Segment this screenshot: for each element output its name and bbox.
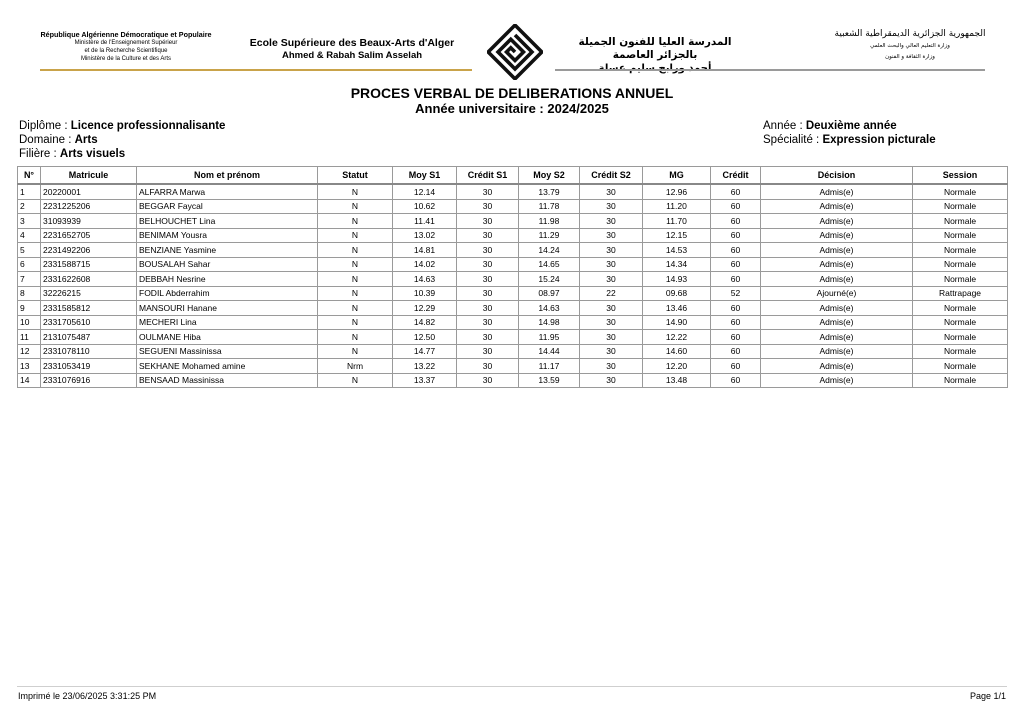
table-row — [18, 373, 1008, 388]
cell-mg: 14.60 — [643, 344, 711, 359]
cell-num: 11 — [18, 330, 41, 345]
domaine-label: Domaine : — [19, 134, 72, 146]
school-logo-icon — [487, 24, 543, 80]
col-header-statut: Statut — [318, 167, 393, 185]
table-row — [18, 199, 1008, 214]
header-rule-left — [40, 69, 472, 71]
cell-mg: 09.68 — [643, 286, 711, 301]
table-header-row — [18, 167, 1008, 185]
cell-matricule: 2231225206 — [41, 199, 137, 214]
cell-decision: Admis(e) — [761, 301, 913, 316]
cell-matricule: 2231492206 — [41, 243, 137, 258]
cell-moy-s1: 12.14 — [393, 184, 457, 199]
cell-credit-s2: 30 — [580, 257, 643, 272]
cell-credit: 60 — [711, 214, 761, 229]
cell-credit-s2: 30 — [580, 330, 643, 345]
cell-moy-s2: 11.98 — [519, 214, 580, 229]
cell-statut: N — [318, 344, 393, 359]
cell-moy-s1: 13.37 — [393, 373, 457, 388]
cell-decision: Ajourné(e) — [761, 286, 913, 301]
cell-decision: Admis(e) — [761, 359, 913, 374]
cell-moy-s1: 14.77 — [393, 344, 457, 359]
table-row — [18, 359, 1008, 374]
cell-statut: N — [318, 330, 393, 345]
cell-name: BELHOUCHET Lina — [137, 214, 318, 229]
cell-moy-s1: 14.63 — [393, 272, 457, 287]
cell-moy-s2: 08.97 — [519, 286, 580, 301]
cell-mg: 13.48 — [643, 373, 711, 388]
page-number: Page 1/1 — [969, 691, 1006, 701]
cell-mg: 11.70 — [643, 214, 711, 229]
cell-matricule: 2331588715 — [41, 257, 137, 272]
cell-moy-s1: 14.81 — [393, 243, 457, 258]
cell-num: 4 — [18, 228, 41, 243]
cell-credit-s1: 30 — [457, 373, 519, 388]
school-name-fr: Ecole Supérieure des Beaux-Arts d'Alger — [249, 37, 455, 49]
cell-moy-s1: 13.22 — [393, 359, 457, 374]
cell-matricule: 2331053419 — [41, 359, 137, 374]
cell-matricule: 2331585812 — [41, 301, 137, 316]
ministry-research-fr: et de la Recherche Scientifique — [84, 48, 168, 54]
ministry-culture-fr: Ministère de la Culture et des Arts — [80, 56, 172, 62]
cell-name: BENSAAD Massinissa — [137, 373, 318, 388]
cell-credit-s1: 30 — [457, 344, 519, 359]
cell-moy-s1: 11.41 — [393, 214, 457, 229]
col-header-credit: Crédit — [711, 167, 761, 185]
cell-moy-s1: 14.02 — [393, 257, 457, 272]
cell-credit-s1: 30 — [457, 315, 519, 330]
cell-statut: N — [318, 184, 393, 199]
cell-mg: 14.53 — [643, 243, 711, 258]
cell-decision: Admis(e) — [761, 184, 913, 199]
cell-credit-s1: 30 — [457, 272, 519, 287]
cell-credit-s2: 30 — [580, 214, 643, 229]
cell-mg: 12.20 — [643, 359, 711, 374]
cell-statut: N — [318, 272, 393, 287]
cell-name: ALFARRA Marwa — [137, 184, 318, 199]
table-row — [18, 330, 1008, 345]
header-left-block — [26, 30, 226, 63]
cell-credit: 60 — [711, 243, 761, 258]
header-right-block — [820, 28, 1000, 63]
cell-mg: 12.15 — [643, 228, 711, 243]
printed-timestamp: Imprimé le 23/06/2025 3:31:25 PM — [18, 691, 157, 701]
cell-moy-s1: 12.50 — [393, 330, 457, 345]
cell-session: Normale — [913, 272, 1008, 287]
cell-session: Normale — [913, 199, 1008, 214]
cell-name: SEGUENI Massinissa — [137, 344, 318, 359]
cell-decision: Admis(e) — [761, 228, 913, 243]
cell-moy-s2: 14.65 — [519, 257, 580, 272]
cell-credit: 60 — [711, 257, 761, 272]
cell-credit-s2: 22 — [580, 286, 643, 301]
deliberation-table — [17, 166, 1008, 388]
cell-session: Normale — [913, 184, 1008, 199]
cell-credit-s2: 30 — [580, 272, 643, 287]
cell-credit-s1: 30 — [457, 228, 519, 243]
cell-session: Normale — [913, 344, 1008, 359]
cell-credit-s1: 30 — [457, 286, 519, 301]
table-row — [18, 243, 1008, 258]
cell-session: Normale — [913, 214, 1008, 229]
cell-decision: Admis(e) — [761, 199, 913, 214]
meta-diplome — [19, 119, 225, 133]
cell-matricule: 2331078110 — [41, 344, 137, 359]
cell-credit-s2: 30 — [580, 301, 643, 316]
cell-name: BENIMAM Yousra — [137, 228, 318, 243]
cell-credit: 60 — [711, 315, 761, 330]
cell-matricule: 2331622608 — [41, 272, 137, 287]
cell-moy-s2: 14.24 — [519, 243, 580, 258]
cell-num: 10 — [18, 315, 41, 330]
cell-credit-s1: 30 — [457, 199, 519, 214]
cell-statut: N — [318, 214, 393, 229]
col-header-moy-s2: Moy S2 — [519, 167, 580, 185]
cell-decision: Admis(e) — [761, 214, 913, 229]
cell-matricule: 31093939 — [41, 214, 137, 229]
filiere-label: Filière : — [19, 148, 57, 160]
cell-mg: 14.34 — [643, 257, 711, 272]
cell-credit: 60 — [711, 344, 761, 359]
cell-matricule: 2131075487 — [41, 330, 137, 345]
cell-num: 3 — [18, 214, 41, 229]
cell-name: MECHERI Lina — [137, 315, 318, 330]
republic-name-fr: République Algérienne Démocratique et Populaire — [40, 30, 212, 39]
school-subname-fr: Ahmed & Rabah Salim Asselah — [281, 50, 423, 61]
cell-session: Normale — [913, 301, 1008, 316]
cell-statut: N — [318, 243, 393, 258]
cell-decision: Admis(e) — [761, 330, 913, 345]
cell-session: Normale — [913, 373, 1008, 388]
ministry-higher-education-fr: Ministère de l'Enseignement Supérieur — [74, 40, 178, 46]
cell-statut: N — [318, 315, 393, 330]
cell-mg: 12.96 — [643, 184, 711, 199]
table-row — [18, 214, 1008, 229]
cell-num: 2 — [18, 199, 41, 214]
cell-name: FODIL Abderrahim — [137, 286, 318, 301]
cell-credit-s2: 30 — [580, 373, 643, 388]
cell-moy-s2: 11.17 — [519, 359, 580, 374]
cell-moy-s1: 10.39 — [393, 286, 457, 301]
col-header-matricule: Matricule — [41, 167, 137, 185]
cell-moy-s1: 14.82 — [393, 315, 457, 330]
cell-matricule: 20220001 — [41, 184, 137, 199]
col-header-decision: Décision — [761, 167, 913, 185]
school-name-fr-block — [232, 37, 472, 62]
cell-decision: Admis(e) — [761, 315, 913, 330]
cell-name: BEGGAR Faycal — [137, 199, 318, 214]
cell-num: 1 — [18, 184, 41, 199]
cell-name: SEKHANE Mohamed amine — [137, 359, 318, 374]
table-row — [18, 257, 1008, 272]
cell-credit-s2: 30 — [580, 184, 643, 199]
cell-name: BOUSALAH Sahar — [137, 257, 318, 272]
cell-statut: Nrm — [318, 359, 393, 374]
cell-moy-s1: 13.02 — [393, 228, 457, 243]
cell-mg: 11.20 — [643, 199, 711, 214]
cell-decision: Admis(e) — [761, 243, 913, 258]
cell-num: 12 — [18, 344, 41, 359]
filiere-value: Arts visuels — [59, 148, 126, 160]
col-header-moy-s1: Moy S1 — [393, 167, 457, 185]
cell-matricule: 32226215 — [41, 286, 137, 301]
col-header-credit-s2: Crédit S2 — [580, 167, 643, 185]
table-row — [18, 301, 1008, 316]
cell-matricule: 2331705610 — [41, 315, 137, 330]
cell-credit-s1: 30 — [457, 330, 519, 345]
table-row — [18, 286, 1008, 301]
cell-credit: 52 — [711, 286, 761, 301]
cell-credit: 60 — [711, 359, 761, 374]
cell-credit-s2: 30 — [580, 315, 643, 330]
cell-moy-s2: 15.24 — [519, 272, 580, 287]
cell-statut: N — [318, 228, 393, 243]
meta-domaine — [19, 133, 98, 147]
cell-moy-s2: 14.98 — [519, 315, 580, 330]
cell-credit-s1: 30 — [457, 257, 519, 272]
cell-session: Normale — [913, 243, 1008, 258]
cell-session: Normale — [913, 315, 1008, 330]
table-row — [18, 344, 1008, 359]
cell-decision: Admis(e) — [761, 344, 913, 359]
cell-credit-s2: 30 — [580, 359, 643, 374]
table-row — [18, 184, 1008, 199]
header-rule-right — [555, 69, 985, 71]
ministry-culture-ar: وزارة الثقافة و الفنون — [885, 54, 935, 60]
col-header-credit-s1: Crédit S1 — [457, 167, 519, 185]
cell-moy-s2: 14.44 — [519, 344, 580, 359]
cell-num: 14 — [18, 373, 41, 388]
annee-value: Deuxième année — [805, 120, 897, 132]
cell-mg: 14.90 — [643, 315, 711, 330]
cell-matricule: 2231652705 — [41, 228, 137, 243]
cell-credit-s1: 30 — [457, 184, 519, 199]
cell-credit: 60 — [711, 330, 761, 345]
cell-moy-s2: 11.95 — [519, 330, 580, 345]
cell-session: Normale — [913, 330, 1008, 345]
cell-credit-s1: 30 — [457, 359, 519, 374]
cell-num: 6 — [18, 257, 41, 272]
cell-credit: 60 — [711, 301, 761, 316]
annee-label: Année : — [763, 120, 803, 132]
cell-moy-s2: 13.59 — [519, 373, 580, 388]
cell-mg: 14.93 — [643, 272, 711, 287]
republic-name-ar: الجمهورية الجزائرية الديمقراطية الشعبية — [834, 29, 986, 39]
cell-decision: Admis(e) — [761, 272, 913, 287]
cell-statut: N — [318, 373, 393, 388]
cell-credit-s2: 30 — [580, 228, 643, 243]
cell-decision: Admis(e) — [761, 257, 913, 272]
cell-statut: N — [318, 301, 393, 316]
cell-credit: 60 — [711, 184, 761, 199]
cell-credit-s2: 30 — [580, 243, 643, 258]
cell-num: 7 — [18, 272, 41, 287]
cell-name: DEBBAH Nesrine — [137, 272, 318, 287]
cell-credit: 60 — [711, 272, 761, 287]
table-row — [18, 272, 1008, 287]
cell-moy-s2: 11.29 — [519, 228, 580, 243]
cell-matricule: 2331076916 — [41, 373, 137, 388]
specialite-value: Expression picturale — [822, 134, 936, 146]
cell-credit: 60 — [711, 199, 761, 214]
col-header-session: Session — [913, 167, 1008, 185]
cell-mg: 13.46 — [643, 301, 711, 316]
school-name-ar: المدرسة العليا للفنون الجميلة بالجزائر العاصمة — [578, 36, 732, 61]
cell-credit: 60 — [711, 373, 761, 388]
cell-session: Normale — [913, 257, 1008, 272]
cell-statut: N — [318, 286, 393, 301]
cell-credit-s1: 30 — [457, 301, 519, 316]
cell-credit: 60 — [711, 228, 761, 243]
col-header-mg: MG — [643, 167, 711, 185]
cell-moy-s2: 13.79 — [519, 184, 580, 199]
cell-num: 8 — [18, 286, 41, 301]
cell-name: OULMANE Hiba — [137, 330, 318, 345]
col-header-num: N° — [18, 167, 41, 185]
cell-num: 9 — [18, 301, 41, 316]
cell-session: Rattrapage — [913, 286, 1008, 301]
table-row — [18, 228, 1008, 243]
meta-specialite — [763, 133, 936, 147]
specialite-label: Spécialité : — [763, 134, 820, 146]
document-title: PROCES VERBAL DE DELIBERATIONS ANNUEL — [350, 85, 674, 101]
meta-annee — [763, 119, 897, 133]
cell-moy-s2: 11.78 — [519, 199, 580, 214]
cell-moy-s1: 12.29 — [393, 301, 457, 316]
cell-name: MANSOURI Hanane — [137, 301, 318, 316]
cell-num: 5 — [18, 243, 41, 258]
cell-statut: N — [318, 257, 393, 272]
cell-decision: Admis(e) — [761, 373, 913, 388]
cell-session: Normale — [913, 228, 1008, 243]
cell-name: BENZIANE Yasmine — [137, 243, 318, 258]
table-row — [18, 315, 1008, 330]
academic-year: Année universitaire : 2024/2025 — [415, 101, 609, 116]
cell-session: Normale — [913, 359, 1008, 374]
cell-credit-s1: 30 — [457, 214, 519, 229]
col-header-nom: Nom et prénom — [137, 167, 318, 185]
cell-moy-s2: 14.63 — [519, 301, 580, 316]
cell-moy-s1: 10.62 — [393, 199, 457, 214]
diplome-label: Diplôme : — [19, 120, 68, 132]
cell-statut: N — [318, 199, 393, 214]
cell-mg: 12.22 — [643, 330, 711, 345]
cell-credit-s2: 30 — [580, 199, 643, 214]
meta-filiere — [19, 147, 125, 161]
domaine-value: Arts — [74, 134, 98, 146]
footer-rule — [17, 686, 1007, 687]
cell-num: 13 — [18, 359, 41, 374]
ministry-higher-education-ar: وزارة التعليم العالي والبحث العلمي — [870, 43, 950, 49]
cell-credit-s2: 30 — [580, 344, 643, 359]
cell-credit-s1: 30 — [457, 243, 519, 258]
diplome-value: Licence professionnalisante — [70, 120, 226, 132]
